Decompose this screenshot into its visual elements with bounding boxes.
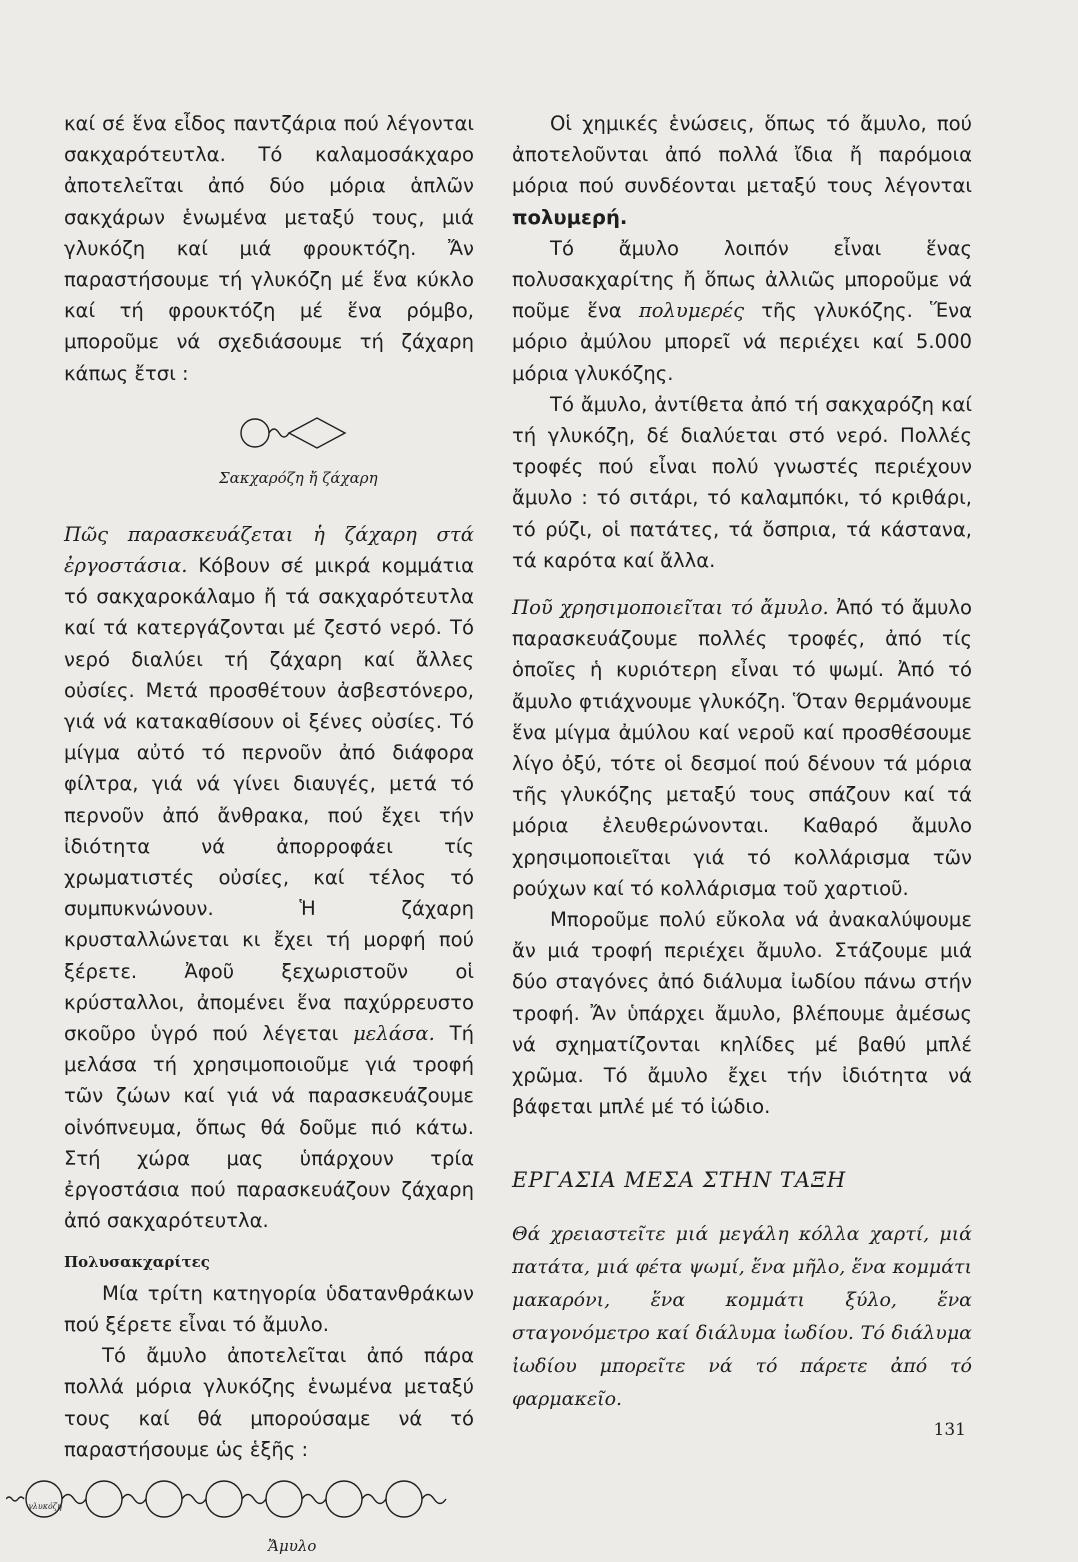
molasses-term: μελάσα. xyxy=(353,1022,435,1046)
chain-link xyxy=(182,1494,206,1503)
page-number: 131 xyxy=(933,1420,966,1440)
starch-chain xyxy=(6,1469,476,1529)
chain-start-link xyxy=(6,1497,24,1501)
starch-diagram xyxy=(6,1465,476,1555)
glucose-unit xyxy=(326,1481,362,1517)
sugar-production-title: Πῶς παρασκευάζεται ἡ ζάχαρη στά ἐργοστάσια. xyxy=(64,522,474,578)
glucose-unit xyxy=(386,1481,422,1517)
polymer-term: πολυμερές xyxy=(638,299,745,323)
paragraph-sugar-production xyxy=(64,519,474,1237)
chain-link xyxy=(122,1494,146,1503)
glucose-circle xyxy=(241,419,269,447)
chain-link xyxy=(362,1494,386,1503)
polymers-term: πολυμερή. xyxy=(512,205,628,229)
polysaccharides-subheading: Πολυσακχαρίτες xyxy=(64,1252,210,1271)
sucrose-caption: Σακχαρόζη ἤ ζάχαρη xyxy=(219,468,378,487)
starch-uses-title: Ποῦ χρησιμοποιεῖται τό ἄμυλο. xyxy=(512,596,829,620)
paragraph-starch-structure: Τό ἄμυλο ἀποτελεῖται ἀπό πάρα πολλά μόρια γλυκόζης ἑνωμένα μεταξύ τους καί θά μπορούσαμε νά τό παραστήσουμε ὡς ἑξῆς : xyxy=(64,1344,474,1461)
chain-link xyxy=(302,1494,326,1503)
glycosidic-link xyxy=(269,429,289,437)
paragraph-polymers xyxy=(512,108,972,233)
chain-link xyxy=(242,1494,266,1503)
sucrose-molecule xyxy=(64,389,474,469)
left-column xyxy=(28,108,475,1555)
glucose-unit xyxy=(86,1481,122,1517)
glucose-unit xyxy=(266,1481,302,1517)
glucose-unit xyxy=(206,1481,242,1517)
sucrose-diagram xyxy=(64,389,474,501)
paragraph-starch-foods: Τό ἄμυλο, ἀντίθετα ἀπό τή σακχαρόζη καί τή γλυκόζη, δέ διαλύεται στό νερό. Πολλές τροφές πού εἶναι πολύ γνωστές περιέχουν ἄμυλο : τό σιτάρι, τό καλαμπόκι, τό κριθάρι, τό ρύζι, οἱ πατάτες, τά ὄσπρια, τά κάστανα, τά καρότα καί ἄλλα. xyxy=(512,392,972,572)
sugar-production-text: Κόβουν σέ μικρά κομμάτια τό σακχαροκάλαμο ἤ τά σακχαρότευτλα καί τά κατεργάζονται μέ ζεστό νερό. Τό νερό διαλύει τή ζάχαρη καί ἄλλες οὐσίες. Μετά προσθέτουν ἀσβεστόνερο, γιά νά κατακαθίσουν οἱ ξένες οὐσίες. Τό μίγμα αὐτό τό περνοῦν ἀπό διάφορα φίλτρα, γιά νά γίνει διαυγές, μετά τό περνοῦν ἀπό ἄνθρακα, πού ἔχει τήν ἰδιότητα νά ἀπορροφάει τίς χρωματιστές οὐσίες, καί τέλος τό συμπυκνώνουν. Ἡ ζάχαρη κρυσταλλώνεται κι ἔχει τή μορφή πού ξέρετε. Ἀφοῦ ξεχωριστοῦν οἱ κρύσταλλοι, ἀπομένει ἕνα παχύρρευστο σκοῦρο ὑγρό πού λέγεται xyxy=(64,554,475,1046)
molasses-uses-text: Τή μελάσα τή χρησιμοποιοῦμε γιά τροφή τῶν ζώων καί γιά νά παρασκευάζουμε οἰνόπνευμα, ὅπως θά δοῦμε πιό κάτω. Στή χώρα μας ὑπάρχουν τρία ἐργοστάσια πού παρασκευάζουν ζάχαρη ἀπό σακχαρότευτλα. xyxy=(64,1022,474,1233)
paragraph-polysaccharide xyxy=(512,233,972,389)
fructose-rhombus xyxy=(289,418,345,448)
polymers-text: Οἱ χημικές ἑνώσεις, ὅπως τό ἄμυλο, πού ἀποτελοῦνται ἀπό πολλά ἴδια ἤ παρόμοια μόρια πού συνδέονται μεταξύ τους λέγονται xyxy=(512,112,972,198)
polysaccharide-text-end: τῆς γλυκόζης. Ἕνα μόριο ἀμύλου μπορεῖ νά περιέχει καί 5.000 μόρια γλυκόζης. xyxy=(512,299,973,385)
paragraph-starch-intro: Μία τρίτη κατηγορία ὑδατανθράκων πού ξέρετε εἶναι τό ἄμυλο. xyxy=(64,1281,474,1336)
starch-caption: Ἄμυλο xyxy=(268,1536,317,1555)
chain-end-link xyxy=(422,1494,446,1503)
starch-uses-text: Ἀπό τό ἄμυλο παρασκευάζουμε πολλές τροφές, ἀπό τίς ὁποῖες ἡ κυριότερη εἶναι τό ψωμί. Ἀπό τό ἄμυλο φτιάχνουμε γλυκόζη. Ὅταν θερμάνουμε ἕνα μίγμα ἀμύλου καί νεροῦ καί προσθέσουμε λίγο ὀξύ, τότε οἱ δεσμοί πού δένουν τά μόρια τῆς γλυκόζης μεταξύ τους σπάζουν καί τά μόρια ἐλευθερώνονται. Καθαρό ἄμυλο χρησιμοποιεῖται γιά τό κολλάρισμα τῶν ρούχων καί τό κολλάρισμα τοῦ χαρτιοῦ. xyxy=(512,596,972,900)
paragraph-sugar-beets: καί σέ ἕνα εἶδος παντζάρια πού λέγονται σακχαρότευτλα. Τό καλαμοσάκχαρο ἀποτελεῖται ἀπό δύο μόρια ἁπλῶν σακχάρων ἑνωμένα μεταξύ τους, μιά γλυκόζη καί μιά φρουκτόζη. Ἄν παραστήσουμε τή γλυκόζη μέ ἕνα κύκλο καί τή φρουκτόζη μέ ἕνα ρόμβο, μποροῦμε νά σχεδιάσουμε τή ζάχαρη κάπως ἔτσι : xyxy=(64,112,474,385)
classroom-work-heading: ΕΡΓΑΣΙΑ ΜΕΣΑ ΣΤΗΝ ΤΑΞΗ xyxy=(512,1167,847,1192)
classroom-work-instructions: Θά χρειαστεῖτε μιά μεγάλη κόλλα χαρτί, μιά πατάτα, μιά φέτα ψωμί, ἕνα μῆλο, ἕνα κομμάτι μακαρόνι, ἕνα κομμάτι ξύλο, ἕνα σταγονόμετρο καί διάλυμα ἰωδίου. Τό διάλυμα ἰωδίου μπορεῖτε νά τό πάρετε ἀπό τό φαρμακεῖο. xyxy=(512,1222,972,1410)
glucose-unit-label: γλυκόζη xyxy=(28,1501,62,1511)
chain-link xyxy=(62,1494,86,1503)
polysaccharide-text: Τό ἄμυλο λοιπόν εἶναι ἕνας πολυσακχαρίτης ἤ ὅπως ἀλλιῶς μποροῦμε νά ποῦμε ἕνα xyxy=(512,236,972,323)
paragraph-starch-uses xyxy=(512,592,972,904)
right-column xyxy=(512,108,972,1416)
glucose-unit xyxy=(146,1481,182,1517)
paragraph-iodine-test: Μποροῦμε πολύ εὔκολα νά ἀνακαλύψουμε ἄν μιά τροφή περιέχει ἄμυλο. Στάζουμε μιά δύο σταγόνες ἀπό διάλυμα ἰωδίου πάνω στήν τροφή. Ἄν ὑπάρχει ἄμυλο, βλέπουμε ἀμέσως νά σχηματίζονται κηλίδες μέ βαθύ μπλέ χρῶμα. Τό ἄμυλο ἔχει τήν ἰδιότητα νά βάφεται μπλέ μέ τό ἰώδιο. xyxy=(512,908,972,1119)
